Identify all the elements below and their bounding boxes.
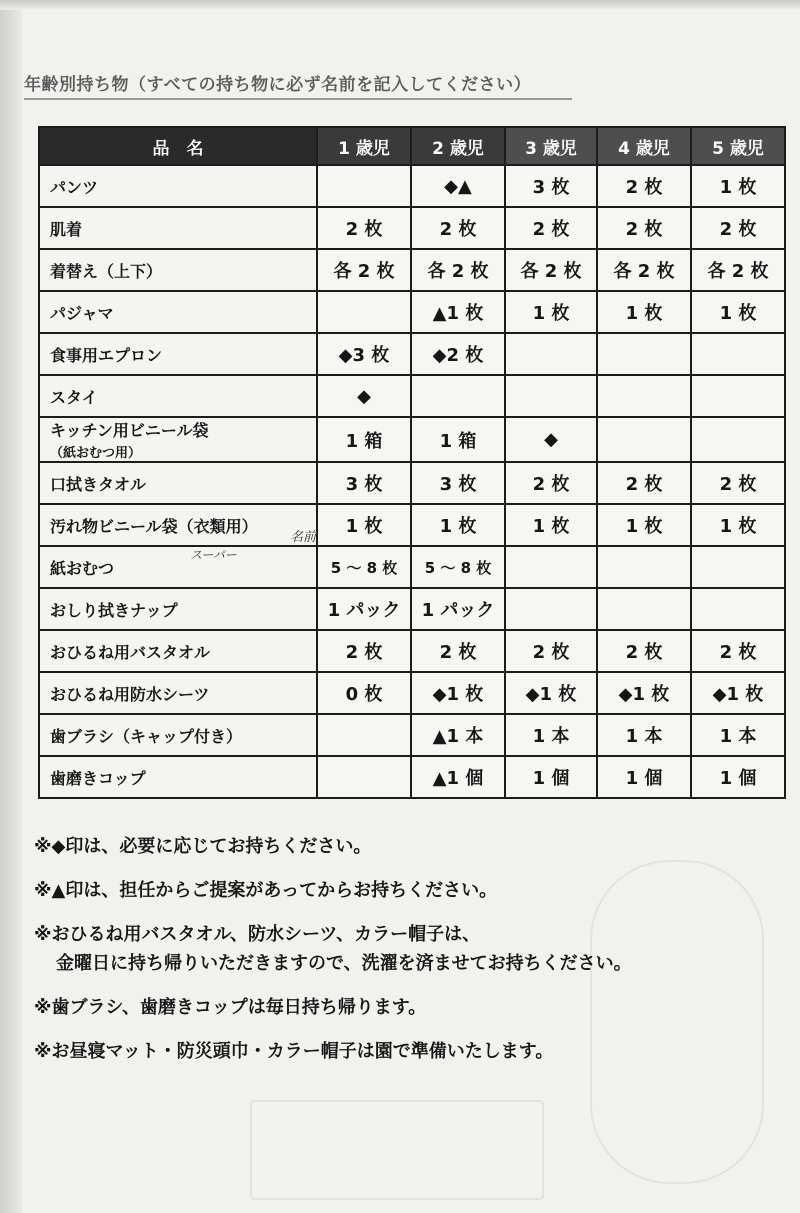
table-header-row <box>39 127 785 165</box>
item-name: 紙おむつ <box>50 558 115 578</box>
table-row <box>39 588 785 630</box>
quantity-cell: 2 枚 <box>597 207 691 249</box>
header-age-1: 1 歳児 <box>317 127 411 165</box>
header-age-2: 2 歳児 <box>411 127 505 165</box>
item-name-cell <box>39 375 317 417</box>
quantity-cell: 1 枚 <box>505 504 597 546</box>
quantity-cell <box>597 588 691 630</box>
item-name: スタイ <box>50 387 98 407</box>
item-name-cell <box>39 417 317 462</box>
quantity-cell: 1 個 <box>691 756 785 798</box>
quantity-cell: 5 〜 8 枚 <box>317 546 411 588</box>
quantity-cell: 2 枚 <box>691 462 785 504</box>
quantity-cell: 各 2 枚 <box>411 249 505 291</box>
quantity-cell: ◆1 枚 <box>411 672 505 714</box>
table-row <box>39 417 785 462</box>
quantity-cell: 3 枚 <box>411 462 505 504</box>
quantity-cell: 各 2 枚 <box>597 249 691 291</box>
table-row <box>39 462 785 504</box>
item-name-cell <box>39 165 317 207</box>
belongings-table <box>38 126 786 799</box>
item-name-cell <box>39 504 317 546</box>
quantity-cell: 1 パック <box>411 588 505 630</box>
quantity-cell <box>317 714 411 756</box>
quantity-cell: 1 枚 <box>505 291 597 333</box>
quantity-cell: 1 枚 <box>691 291 785 333</box>
item-name: 歯ブラシ（キャップ付き） <box>50 726 243 746</box>
quantity-cell: 1 箱 <box>411 417 505 462</box>
quantity-cell: 2 枚 <box>505 630 597 672</box>
quantity-cell: 3 枚 <box>505 165 597 207</box>
quantity-cell: ◆1 枚 <box>597 672 691 714</box>
quantity-cell: 1 本 <box>505 714 597 756</box>
table-row <box>39 630 785 672</box>
note-diamond: ※◆印は、必要に応じてお持ちください。 <box>34 836 372 857</box>
table-row <box>39 249 785 291</box>
table-row <box>39 291 785 333</box>
quantity-cell <box>691 546 785 588</box>
quantity-cell: 5 〜 8 枚 <box>411 546 505 588</box>
note-provided-items: ※お昼寝マット・防災頭巾・カラー帽子は園で準備いたします。 <box>34 1041 554 1062</box>
quantity-cell <box>691 588 785 630</box>
table-row <box>39 504 785 546</box>
item-name: 着替え（上下） <box>50 261 163 281</box>
quantity-cell <box>597 375 691 417</box>
item-name-cell <box>39 546 317 588</box>
quantity-cell: 1 枚 <box>411 504 505 546</box>
quantity-cell: 2 枚 <box>597 165 691 207</box>
quantity-cell <box>597 333 691 375</box>
item-name-cell <box>39 714 317 756</box>
handwritten-name-note: 名前 <box>290 530 317 545</box>
quantity-cell <box>597 417 691 462</box>
quantity-cell: 2 枚 <box>317 207 411 249</box>
page-edge-left <box>0 0 22 1213</box>
item-name: 食事用エプロン <box>50 345 163 365</box>
header-age-4: 4 歳児 <box>597 127 691 165</box>
page-edge-top <box>0 0 800 10</box>
table-row <box>39 375 785 417</box>
item-name-cell <box>39 672 317 714</box>
quantity-cell: 1 枚 <box>691 504 785 546</box>
quantity-cell: 1 枚 <box>691 165 785 207</box>
quantity-cell: ▲1 本 <box>411 714 505 756</box>
quantity-cell <box>317 291 411 333</box>
item-name-cell <box>39 207 317 249</box>
table-row <box>39 546 785 588</box>
table-row <box>39 165 785 207</box>
table-row <box>39 333 785 375</box>
item-name: 歯磨きコップ <box>50 768 146 788</box>
quantity-cell <box>505 546 597 588</box>
quantity-cell <box>597 546 691 588</box>
item-name: おひるね用防水シーツ <box>50 684 210 704</box>
heading-underline <box>24 98 572 100</box>
quantity-cell: ◆▲ <box>411 165 505 207</box>
table-row <box>39 207 785 249</box>
quantity-cell: 2 枚 <box>691 207 785 249</box>
quantity-cell: 1 パック <box>317 588 411 630</box>
quantity-cell: 1 枚 <box>597 504 691 546</box>
quantity-cell: ◆ <box>505 417 597 462</box>
quantity-cell <box>317 756 411 798</box>
quantity-cell: 2 枚 <box>597 462 691 504</box>
quantity-cell: 1 本 <box>597 714 691 756</box>
handwritten-super-note: スーパー <box>190 548 237 562</box>
item-name-cell <box>39 756 317 798</box>
item-name: パンツ <box>50 177 99 197</box>
note-triangle: ※▲印は、担任からご提案があってからお持ちください。 <box>34 880 498 901</box>
table-row <box>39 756 785 798</box>
quantity-cell: 2 枚 <box>505 462 597 504</box>
quantity-cell: 3 枚 <box>317 462 411 504</box>
header-age-3: 3 歳児 <box>505 127 597 165</box>
quantity-cell <box>691 375 785 417</box>
quantity-cell: ▲1 個 <box>411 756 505 798</box>
quantity-cell: ◆3 枚 <box>317 333 411 375</box>
quantity-cell: ◆1 枚 <box>505 672 597 714</box>
item-name-cell <box>39 333 317 375</box>
page-heading: 年齢別持ち物（すべての持ち物に必ず名前を記入してください） <box>24 75 532 95</box>
bleed-through-box <box>250 1100 544 1200</box>
quantity-cell: 2 枚 <box>597 630 691 672</box>
header-item-name: 品 名 <box>39 127 317 165</box>
quantity-cell: ◆1 枚 <box>691 672 785 714</box>
item-name: 口拭きタオル <box>50 474 147 494</box>
quantity-cell: 1 枚 <box>317 504 411 546</box>
quantity-cell: 2 枚 <box>411 630 505 672</box>
item-name-cell <box>39 249 317 291</box>
quantity-cell: 2 枚 <box>317 630 411 672</box>
item-name-cell <box>39 630 317 672</box>
quantity-cell <box>411 375 505 417</box>
quantity-cell: 2 枚 <box>505 207 597 249</box>
quantity-cell: 1 個 <box>505 756 597 798</box>
quantity-cell: 1 本 <box>691 714 785 756</box>
quantity-cell <box>505 588 597 630</box>
note-toothbrush: ※歯ブラシ、歯磨きコップは毎日持ち帰ります。 <box>34 997 427 1018</box>
quantity-cell: 2 枚 <box>411 207 505 249</box>
quantity-cell: 1 個 <box>597 756 691 798</box>
item-name: おしり拭きナップ <box>50 600 178 620</box>
quantity-cell <box>691 333 785 375</box>
quantity-cell <box>505 333 597 375</box>
quantity-cell <box>691 417 785 462</box>
header-age-5: 5 歳児 <box>691 127 785 165</box>
quantity-cell: 1 枚 <box>597 291 691 333</box>
item-name-sub: （紙おむつ用） <box>50 446 142 461</box>
item-name: キッチン用ビニール袋 <box>50 421 209 440</box>
quantity-cell: ◆ <box>317 375 411 417</box>
quantity-cell: ◆2 枚 <box>411 333 505 375</box>
quantity-cell: 0 枚 <box>317 672 411 714</box>
quantity-cell: 各 2 枚 <box>691 249 785 291</box>
quantity-cell: 各 2 枚 <box>317 249 411 291</box>
note-laundry: ※おひるね用バスタオル、防水シーツ、カラー帽子は、 金曜日に持ち帰りいただきますので、洗濯を済ませてお持ちください。 <box>34 924 632 974</box>
item-name-cell <box>39 588 317 630</box>
quantity-cell <box>317 165 411 207</box>
item-name: おひるね用バスタオル <box>50 642 211 662</box>
item-name: 肌着 <box>50 219 83 239</box>
table-row <box>39 672 785 714</box>
item-name: パジャマ <box>50 303 114 323</box>
item-name: 汚れ物ビニール袋（衣類用） <box>50 516 258 536</box>
quantity-cell: ▲1 枚 <box>411 291 505 333</box>
item-name-cell <box>39 462 317 504</box>
quantity-cell <box>505 375 597 417</box>
table-row <box>39 714 785 756</box>
quantity-cell: 2 枚 <box>691 630 785 672</box>
quantity-cell: 1 箱 <box>317 417 411 462</box>
notes-section <box>34 832 794 1081</box>
item-name-cell <box>39 291 317 333</box>
quantity-cell: 各 2 枚 <box>505 249 597 291</box>
